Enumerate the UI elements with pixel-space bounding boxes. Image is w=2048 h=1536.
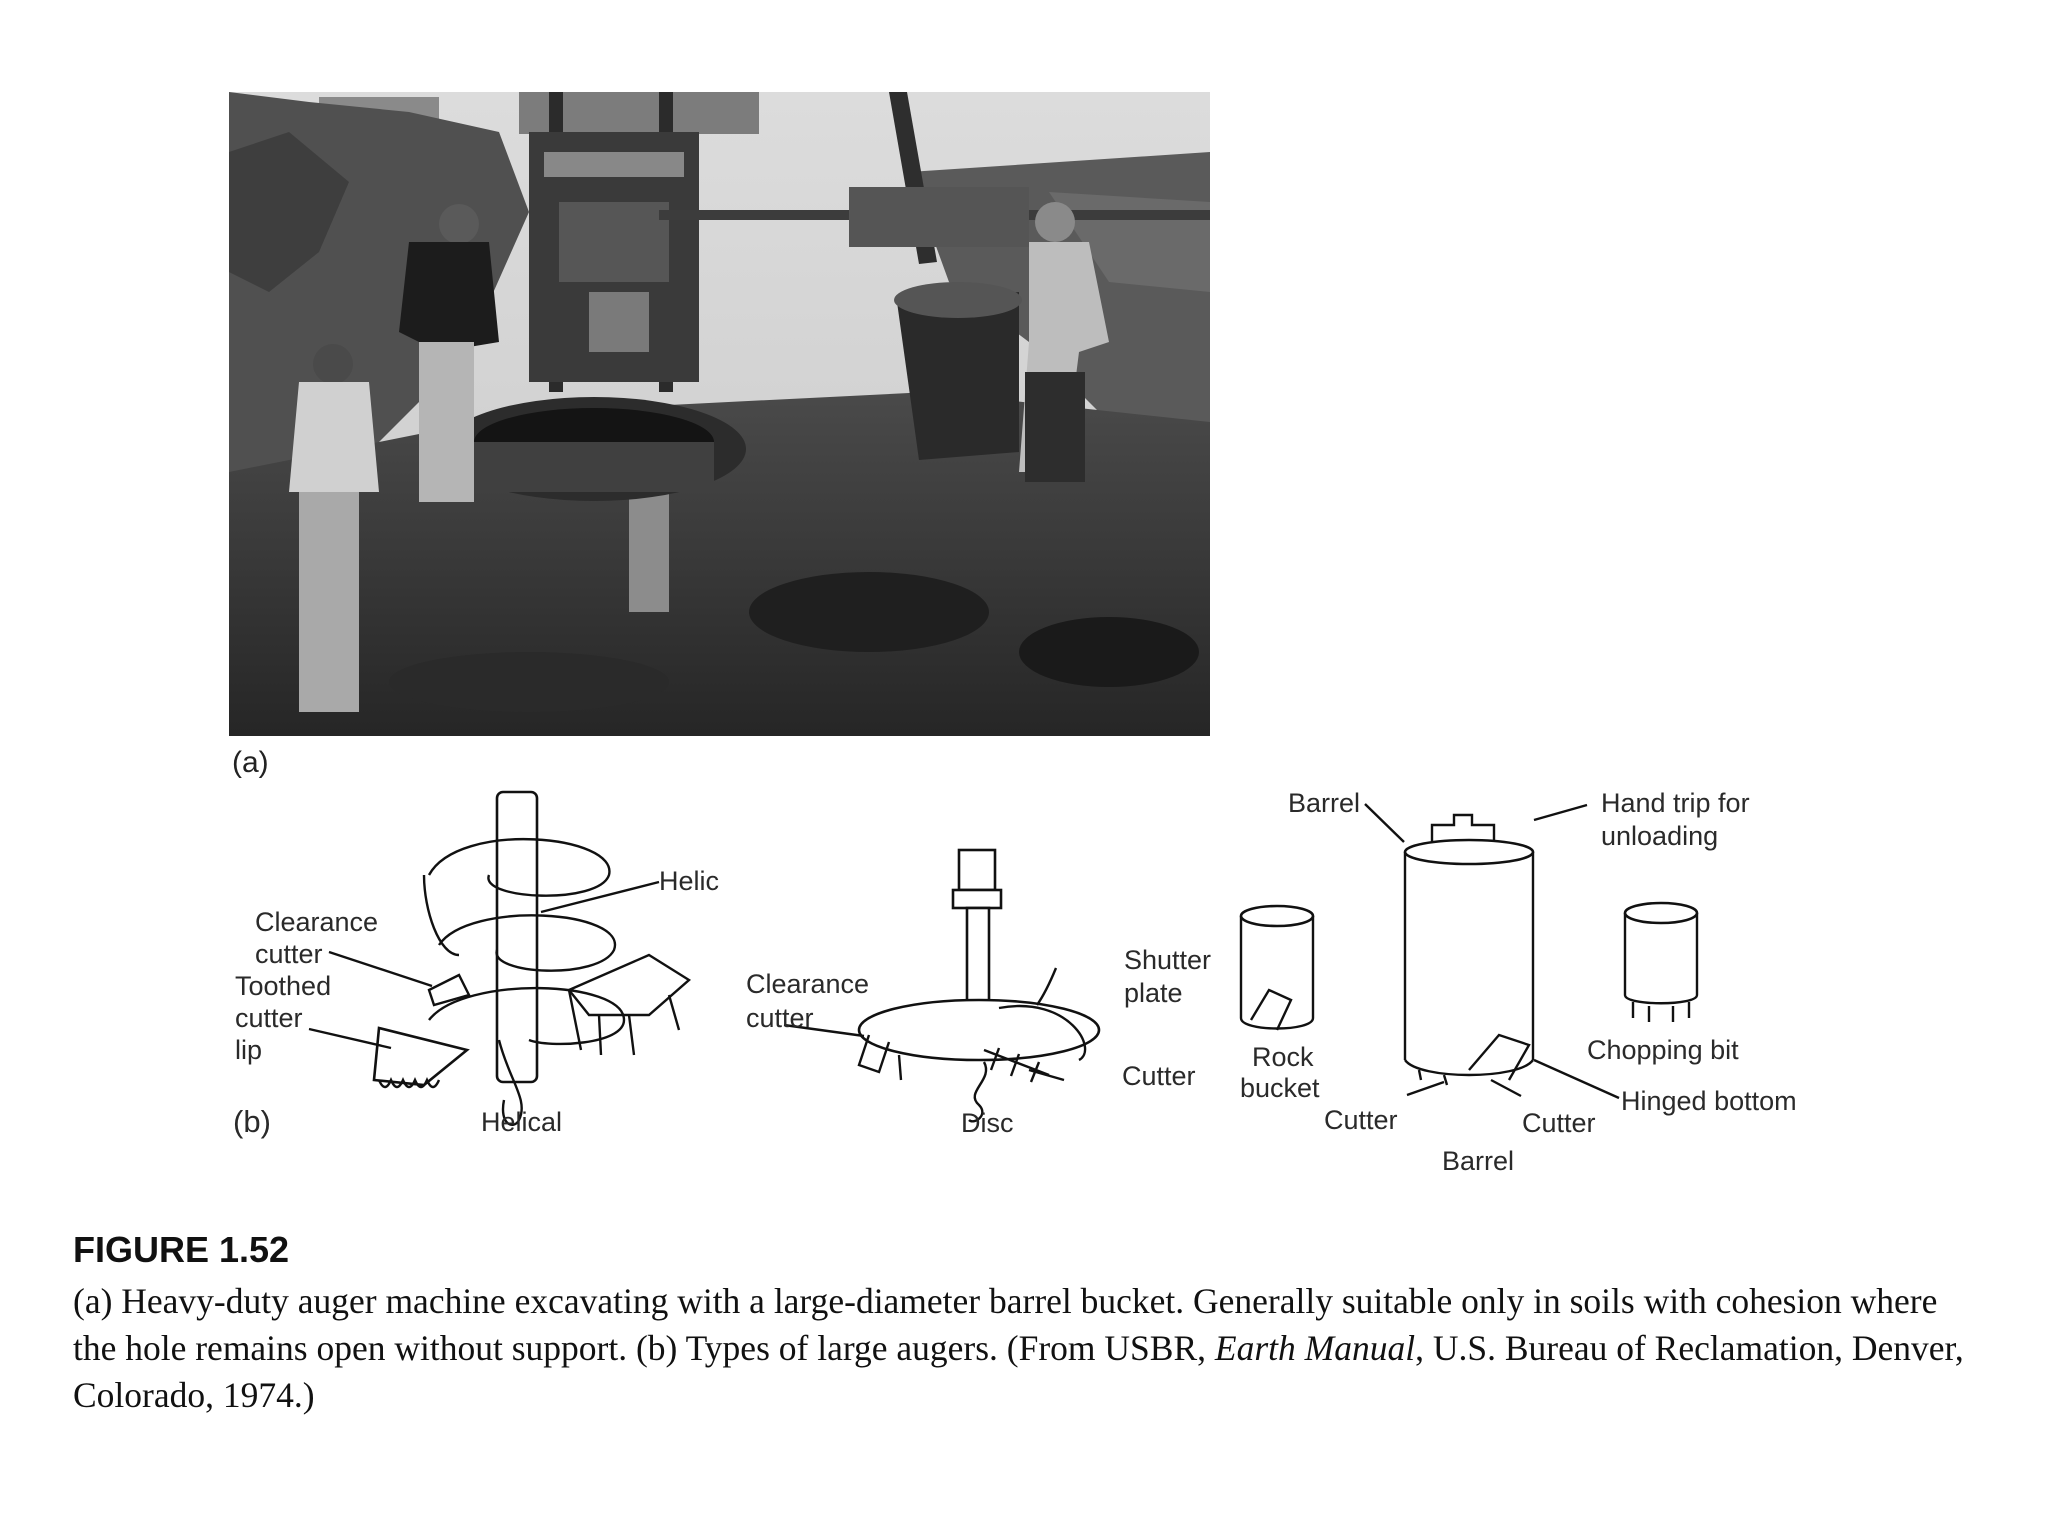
helic-leader <box>541 882 659 912</box>
hand-trip-label-1: Hand trip for <box>1601 788 1750 818</box>
disc-clearance-label-1: Clearance <box>746 969 870 999</box>
rock-bucket-drawing <box>1241 906 1313 1030</box>
shutter-label-1: Shutter <box>1124 945 1212 975</box>
shutter-label-2: plate <box>1124 978 1183 1008</box>
barrel-top-leader <box>1365 804 1404 842</box>
auger-machine-photo <box>229 92 1210 736</box>
caption-text-2: , U.S. Bureau of Reclamation, Denver, Colorado, 1974.) <box>73 1328 1964 1415</box>
figure-title: FIGURE 1.52 <box>73 1229 290 1270</box>
chopping-bit-drawing <box>1625 903 1697 1022</box>
shutter-leader <box>1037 968 1056 1005</box>
hinged-bottom-label: Hinged bottom <box>1621 1086 1797 1116</box>
caption-italic-title: Earth Manual <box>1214 1328 1416 1368</box>
disc-cutter-label: Cutter <box>1122 1061 1196 1091</box>
toothed-label-3: lip <box>235 1035 263 1065</box>
helic-label: Helic <box>659 866 720 896</box>
toothed-label-2: cutter <box>235 1003 303 1033</box>
barrel-cutter-left-label: Cutter <box>1324 1105 1398 1135</box>
figure-caption <box>73 1278 1973 1419</box>
panel-a-label: (a) <box>232 746 269 779</box>
barrel-cutter-right-label: Cutter <box>1522 1108 1596 1138</box>
helical-clearance-label-1: Clearance <box>255 907 379 937</box>
barrel-cutter-right-leader <box>1491 1080 1521 1096</box>
helical-name: Helical <box>481 1107 563 1137</box>
hand-trip-label-2: unloading <box>1601 821 1719 851</box>
chopping-bit-label: Chopping bit <box>1587 1035 1739 1065</box>
hand-trip-leader <box>1534 805 1587 820</box>
disc-clearance-label-2: cutter <box>746 1003 814 1033</box>
toothed-label-1: Toothed <box>235 971 332 1001</box>
rock-bucket-label-2: bucket <box>1240 1073 1320 1103</box>
disc-name: Disc <box>961 1108 1014 1138</box>
barrel-cutter-left-leader <box>1407 1082 1444 1095</box>
barrel-name: Barrel <box>1442 1146 1515 1176</box>
barrel-top-label: Barrel <box>1288 788 1361 818</box>
hinged-bottom-leader <box>1534 1060 1619 1098</box>
helical-auger-drawing <box>374 792 689 1125</box>
panel-b-label: (b) <box>233 1104 271 1139</box>
auger-types-diagram <box>229 780 1829 1180</box>
rock-bucket-label-1: Rock <box>1252 1042 1314 1072</box>
clearance-cutter-leader <box>329 952 432 986</box>
caption-text-1: (a) Heavy-duty auger machine excavating with a large-diameter barrel bucket. Generally suitable only in soils with cohesion where the hole remains open without support. (b) Types of large augers. (From USBR, <box>73 1281 1938 1368</box>
barrel-auger-drawing <box>1405 815 1533 1085</box>
helical-clearance-label-2: cutter <box>255 939 323 969</box>
